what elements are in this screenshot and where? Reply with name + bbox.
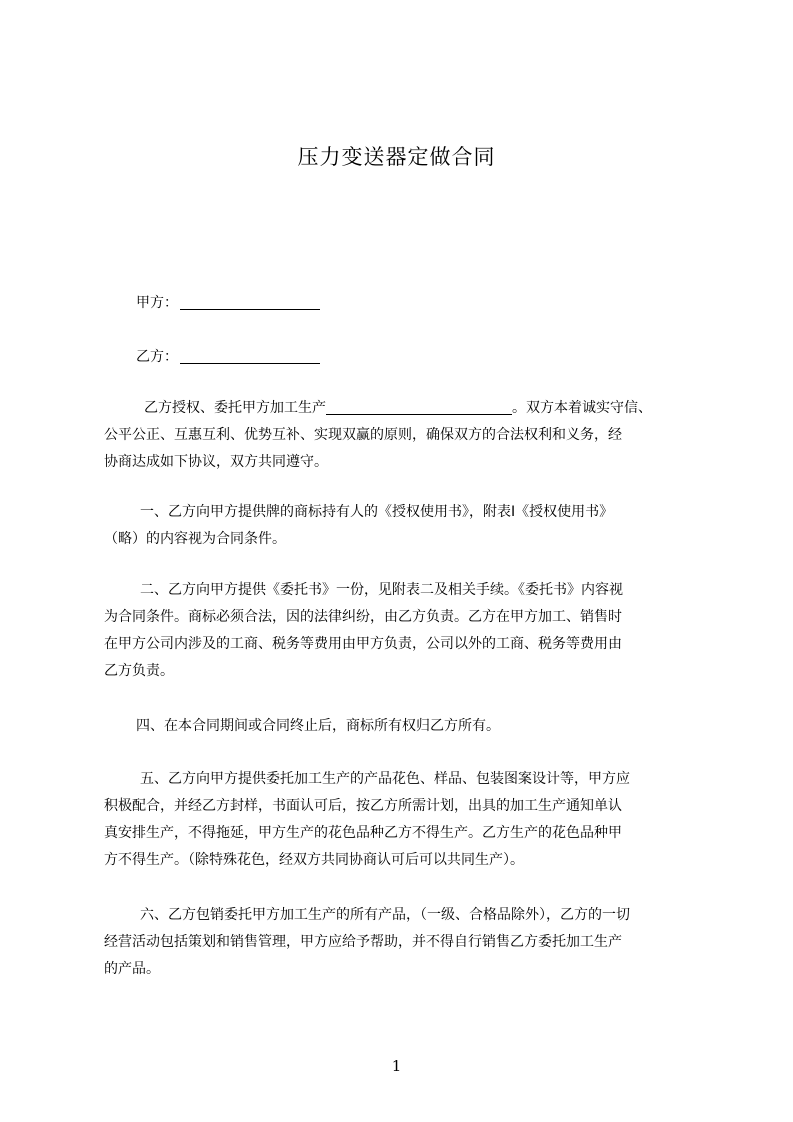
clause-2-paragraph xyxy=(104,577,700,685)
party-b-label: 乙方： xyxy=(136,349,178,365)
paragraph-line: 二、乙方向甲方提供《委托书》一份，见附表二及相关手续。《委托书》内容视 xyxy=(140,582,623,598)
party-b-blank-line xyxy=(180,349,320,364)
intro-text-pre: 乙方授权、委托甲方加工生产 xyxy=(144,400,326,416)
paragraph-line: 五、乙方向甲方提供委托加工生产的产品花色、样品、包装图案设计等，甲方应 xyxy=(140,771,630,787)
paragraph-line xyxy=(104,395,700,422)
paragraph-line: 为合同条件。商标必须合法，因的法律纠纷，由乙方负责。乙方在甲方加工、销售时 xyxy=(104,609,622,625)
paragraph-line: 真安排生产，不得拖延，甲方生产的花色品种乙方不得生产。乙方生产的花色品种甲 xyxy=(104,825,622,841)
product-blank-line xyxy=(326,400,512,415)
document-title: 压力变送器定做合同 xyxy=(297,145,496,169)
party-b-field xyxy=(136,346,320,366)
party-a-field xyxy=(136,292,320,312)
page-number: 1 xyxy=(391,1057,402,1075)
paragraph-line: 四、在本合同期间或合同终止后，商标所有权归乙方所有。 xyxy=(136,718,500,734)
intro-paragraph xyxy=(104,395,700,476)
clause-6-paragraph xyxy=(104,902,700,983)
paragraph-line: 在甲方公司内涉及的工商、税务等费用由甲方负责，公司以外的工商、税务等费用由 xyxy=(104,636,622,652)
clause-5-paragraph xyxy=(104,766,700,874)
party-a-blank-line xyxy=(180,295,320,310)
paragraph-line: 一、乙方向甲方提供牌的商标持有人的《授权使用书》，附表I《授权使用书》 xyxy=(140,504,614,520)
paragraph-line: （略）的内容视为合同条件。 xyxy=(104,531,286,547)
clause-4-paragraph xyxy=(104,713,700,740)
clause-1-paragraph xyxy=(104,499,700,553)
paragraph-line: 积极配合，并经乙方封样，书面认可后，按乙方所需计划，出具的加工生产通知单认 xyxy=(104,798,622,814)
paragraph-line: 乙方负责。 xyxy=(104,663,174,679)
paragraph-line: 六、乙方包销委托甲方加工生产的所有产品，（一级、合格品除外），乙方的一切 xyxy=(140,907,630,923)
paragraph-line: 协商达成如下协议，双方共同遵守。 xyxy=(104,454,328,470)
intro-text-post: 。双方本着诚实守信、 xyxy=(512,400,652,416)
paragraph-line: 公平公正、互惠互利、优势互补、实现双赢的原则，确保双方的合法权利和义务，经 xyxy=(104,427,622,443)
paragraph-line: 的产品。 xyxy=(104,961,160,977)
paragraph-line: 方不得生产。（除特殊花色，经双方共同协商认可后可以共同生产）。 xyxy=(104,852,524,868)
paragraph-line: 经营活动包括策划和销售管理，甲方应给予帮助，并不得自行销售乙方委托加工生产 xyxy=(104,934,622,950)
party-a-label: 甲方： xyxy=(136,295,178,311)
